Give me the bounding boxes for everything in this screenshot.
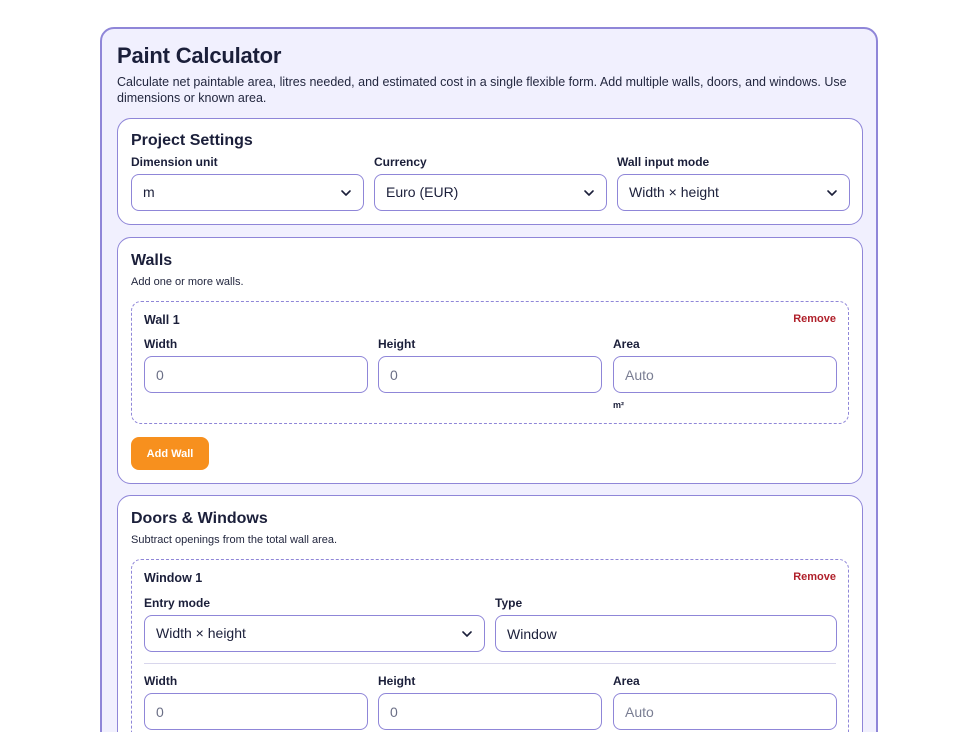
chevron-down-icon (825, 186, 839, 200)
wall-input-mode-select[interactable] (617, 174, 850, 211)
entry-mode-select[interactable] (144, 615, 485, 652)
chevron-down-icon (582, 186, 596, 200)
window-width-input[interactable] (144, 693, 368, 730)
currency-select[interactable] (374, 174, 607, 211)
wall-width-label: Width (144, 337, 178, 351)
project-settings-title: Project Settings (131, 132, 253, 149)
entry-mode-value: Width × height (156, 625, 246, 641)
currency-label: Currency (374, 155, 427, 169)
currency-value: Euro (EUR) (386, 184, 459, 200)
remove-wall-button[interactable]: Remove (793, 313, 836, 325)
wall-width-input[interactable] (144, 356, 368, 393)
walls-description: Add one or more walls. (131, 276, 244, 288)
wall-input-mode-label: Wall input mode (617, 155, 710, 169)
wall-height-input[interactable] (378, 356, 602, 393)
wall-item-title: Wall 1 (144, 313, 180, 327)
wall-area-unit: m² (613, 400, 624, 410)
dimension-unit-select[interactable] (131, 174, 364, 211)
window-area-input[interactable] (613, 693, 837, 730)
dimension-unit-value: m (143, 184, 155, 200)
walls-title: Walls (131, 252, 173, 269)
wall-area-label: Area (613, 337, 640, 351)
walls-card (117, 237, 863, 484)
window-item-title: Window 1 (144, 571, 203, 585)
paint-calculator-panel (100, 27, 878, 732)
dimension-unit-label: Dimension unit (131, 155, 218, 169)
page-title: Paint Calculator (117, 43, 282, 68)
wall-height-label: Height (378, 337, 416, 351)
doors-windows-card (117, 495, 863, 732)
divider (144, 663, 836, 664)
project-settings-card (117, 118, 863, 225)
chevron-down-icon (460, 627, 474, 641)
window-item (131, 559, 849, 732)
add-wall-button[interactable]: Add Wall (131, 437, 209, 470)
window-height-input[interactable] (378, 693, 602, 730)
window-width-label: Width (144, 674, 178, 688)
window-height-label: Height (378, 674, 416, 688)
page-description: Calculate net paintable area, litres needed, and estimated cost in a single flexible form. Add multiple walls, doors, and windows. Use dimensions or known area. (117, 75, 847, 105)
wall-input-mode-value: Width × height (629, 184, 719, 200)
wall-item (131, 301, 849, 424)
opening-type-label: Type (495, 596, 523, 610)
entry-mode-label: Entry mode (144, 596, 211, 610)
doors-windows-description: Subtract openings from the total wall area. (131, 534, 338, 546)
opening-type-input[interactable] (495, 615, 837, 652)
chevron-down-icon (339, 186, 353, 200)
wall-area-input[interactable] (613, 356, 837, 393)
window-area-label: Area (613, 674, 640, 688)
doors-windows-title: Doors & Windows (131, 510, 268, 527)
remove-window-button[interactable]: Remove (793, 571, 836, 583)
